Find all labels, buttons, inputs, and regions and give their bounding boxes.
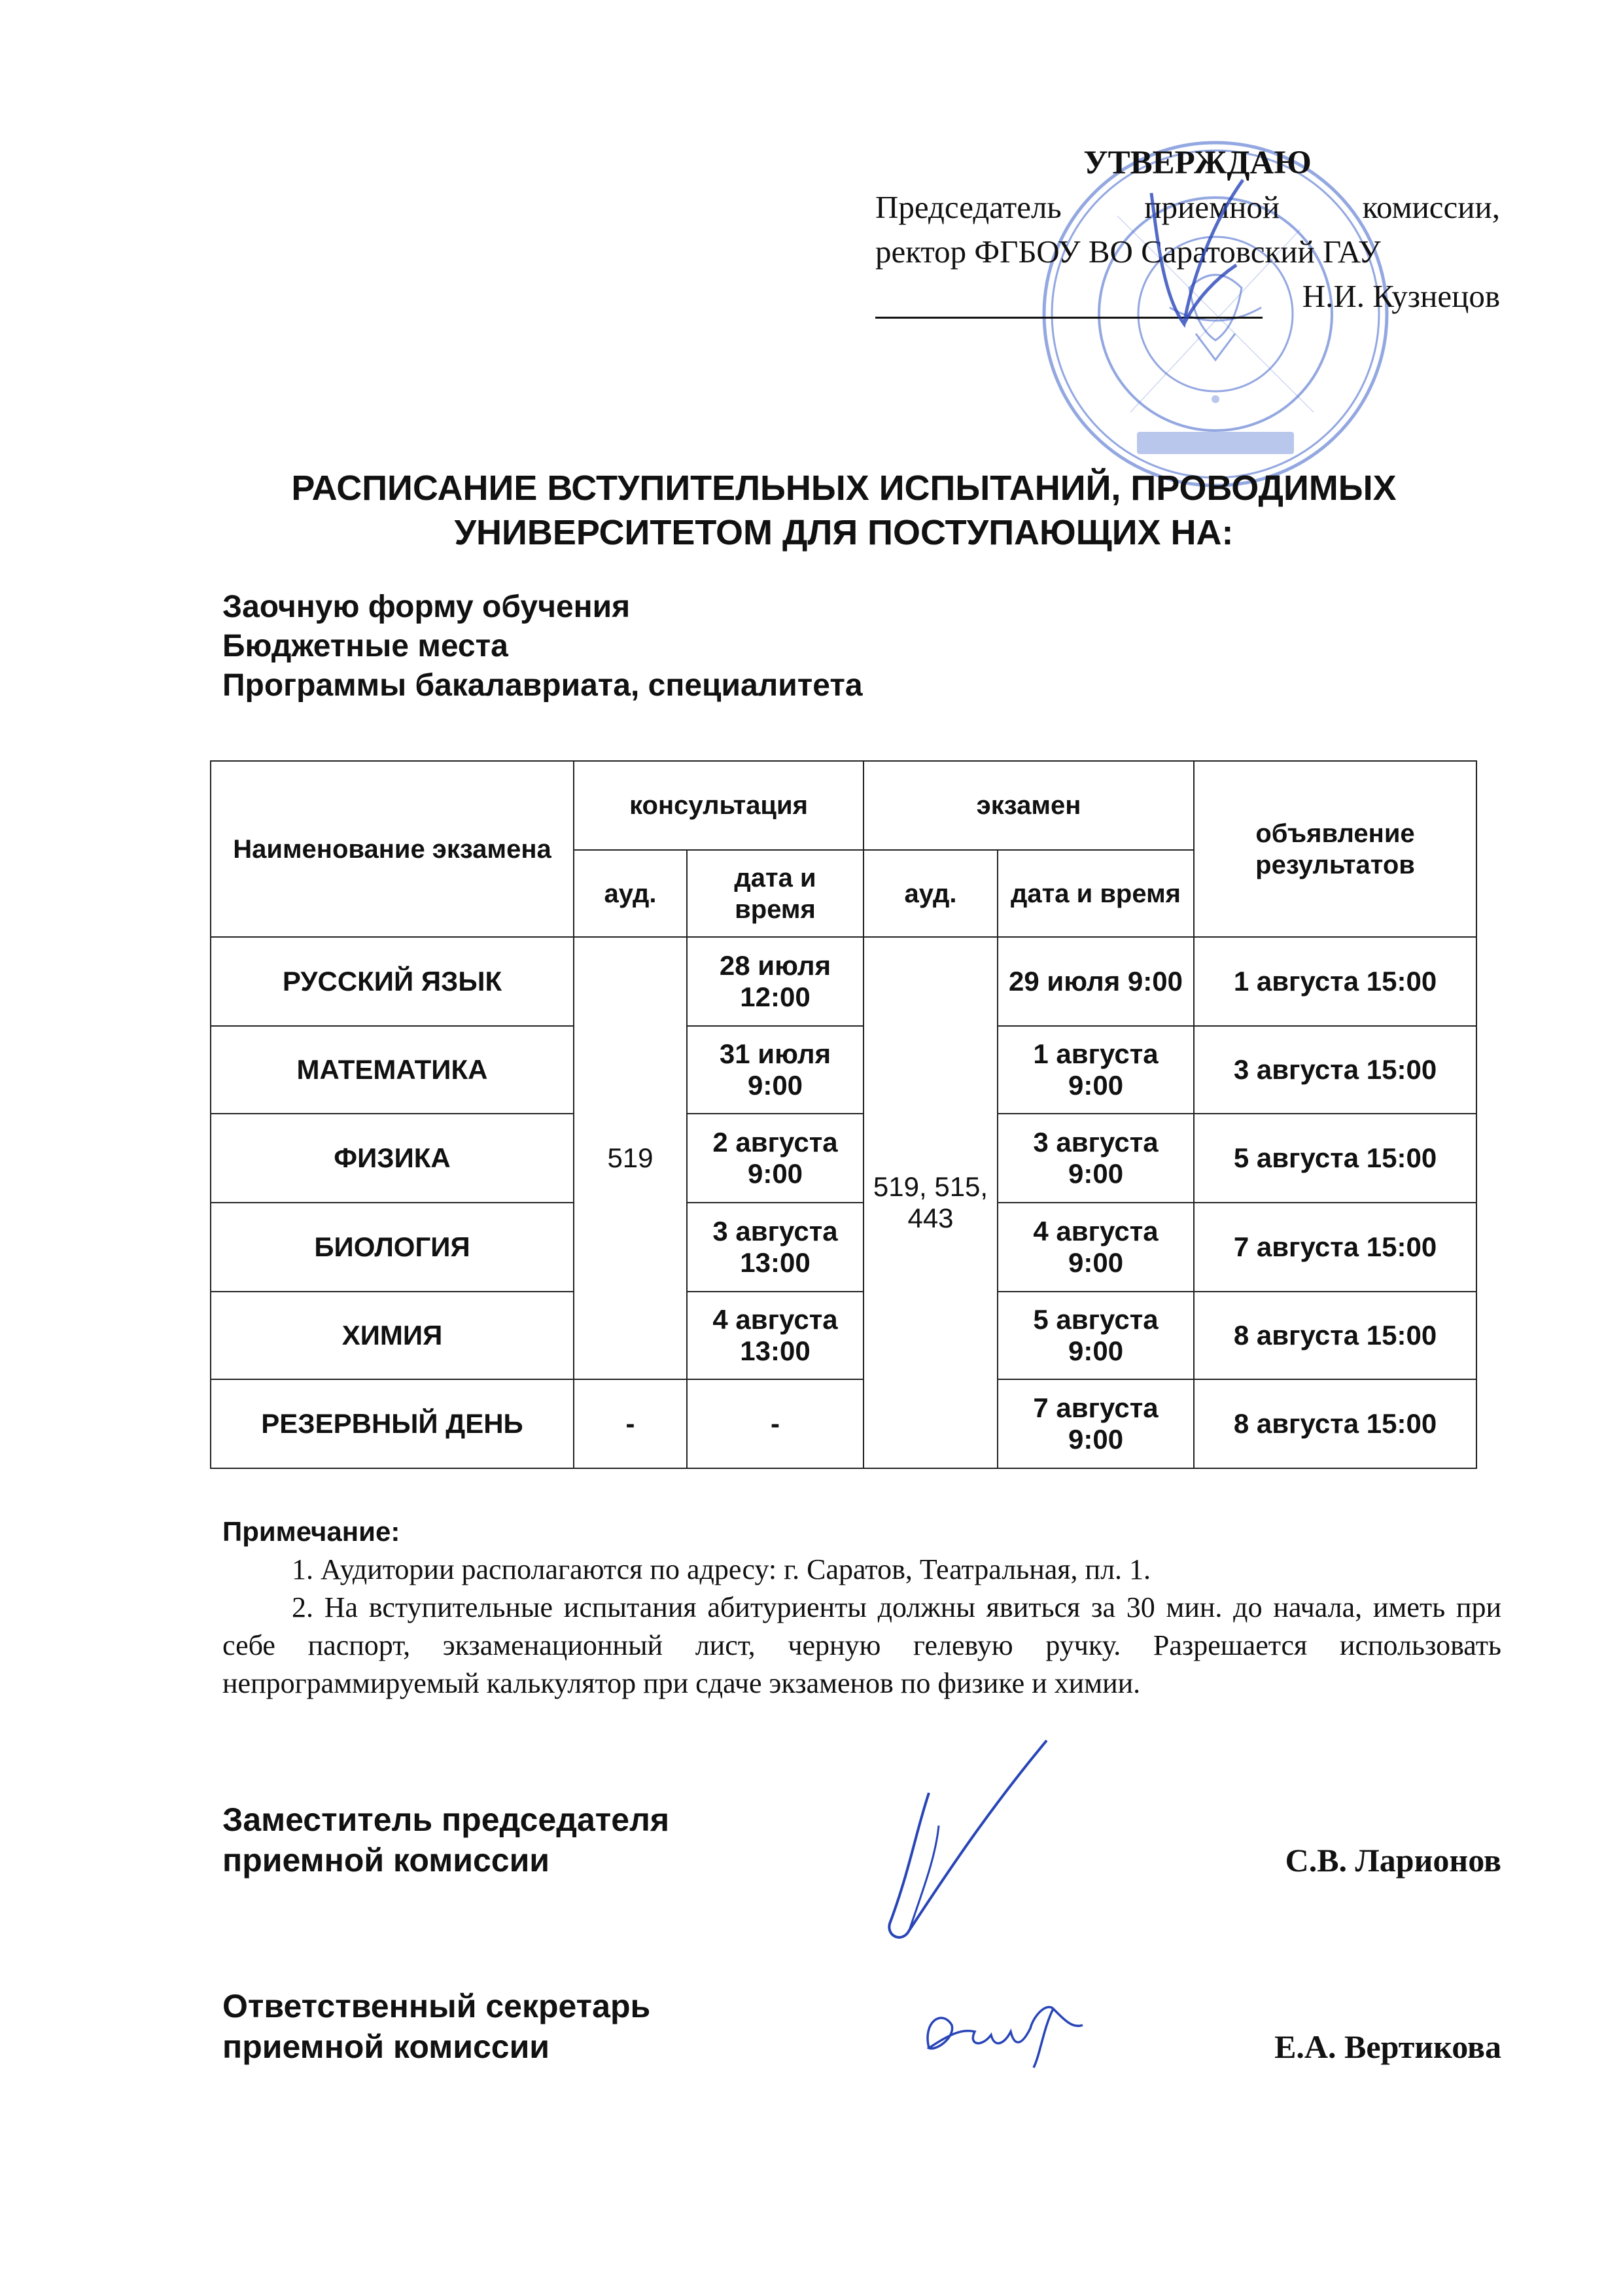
exam-name-cell: РЕЗЕРВНЫЙ ДЕНЬ	[211, 1379, 574, 1468]
table-row	[211, 937, 1476, 1026]
results-date-cell: 3 августа 15:00	[1194, 1026, 1476, 1114]
exam-date-cell: 4 августа 9:00	[998, 1203, 1194, 1292]
deputy-signature-icon	[864, 1727, 1060, 1963]
header-exam-name: Наименование экзамена	[211, 761, 574, 937]
exam-date-cell: 7 августа 9:00	[998, 1379, 1194, 1468]
header-exam-room: ауд.	[864, 850, 998, 937]
table-row	[211, 1026, 1476, 1114]
consultation-date-cell: 2 августа 9:00	[687, 1114, 864, 1203]
results-date-cell: 8 августа 15:00	[1194, 1292, 1476, 1379]
note-item: 1. Аудитории располагаются по адресу: г. Саратов, Театральная, пл. 1.	[292, 1553, 1151, 1585]
deputy-signature-block	[222, 1799, 1501, 1881]
consultation-date-cell: 4 августа 13:00	[687, 1292, 864, 1379]
exam-date-cell: 3 августа 9:00	[998, 1114, 1194, 1203]
document-title-line1: РАСПИСАНИЕ ВСТУПИТЕЛЬНЫХ ИСПЫТАНИЙ, ПРОВОДИМЫХ	[291, 468, 1397, 508]
deputy-name: С.В. Ларионов	[1285, 1842, 1501, 1879]
header-consultation-room: ауд.	[574, 850, 687, 937]
notes-title: Примечание:	[222, 1516, 400, 1547]
exam-name-cell: ФИЗИКА	[211, 1114, 574, 1203]
approval-title: УТВЕРЖДАЮ	[1083, 145, 1312, 181]
study-form: Заочную форму обучения	[222, 590, 631, 624]
secretary-name: Е.А. Вертикова	[1274, 2028, 1501, 2065]
table-row	[211, 1379, 1476, 1468]
approval-position: Председатель приемной комиссии,	[875, 189, 1500, 225]
deputy-role-line2: приемной комиссии	[222, 1842, 550, 1879]
exam-name-cell: БИОЛОГИЯ	[211, 1203, 574, 1292]
exam-room-cell: 519, 515, 443	[864, 937, 998, 1468]
table-row	[211, 1203, 1476, 1292]
consultation-date-cell: -	[687, 1379, 864, 1468]
secretary-signature-block	[222, 1986, 1501, 2067]
rector-signature-icon	[1112, 167, 1269, 337]
deputy-signature-row	[222, 1840, 1501, 1881]
approval-organization: ректор ФГБОУ ВО Саратовский ГАУ	[875, 234, 1381, 270]
document-title-line2: УНИВЕРСИТЕТОМ ДЛЯ ПОСТУПАЮЩИХ НА:	[454, 513, 1234, 552]
header-consultation-datetime: дата и время	[687, 850, 864, 937]
deputy-role-line1: Заместитель председателя	[222, 1801, 670, 1838]
document-title	[196, 466, 1492, 555]
exam-name-cell: РУССКИЙ ЯЗЫК	[211, 937, 574, 1026]
exam-date-cell: 1 августа 9:00	[998, 1026, 1194, 1114]
secretary-signature-icon	[916, 1989, 1086, 2074]
header-consultation: консультация	[574, 761, 864, 850]
secretary-role-line1: Ответственный секретарь	[222, 1988, 651, 2024]
consultation-room-cell: 519	[574, 937, 687, 1379]
header-exam-datetime: дата и время	[998, 850, 1194, 937]
results-date-cell: 1 августа 15:00	[1194, 937, 1476, 1026]
secretary-role-line2: приемной комиссии	[222, 2028, 550, 2065]
header-results: объявление результатов	[1194, 761, 1476, 937]
header-exam: экзамен	[864, 761, 1194, 850]
exam-name-cell: ХИМИЯ	[211, 1292, 574, 1379]
consultation-date-cell: 28 июля 12:00	[687, 937, 864, 1026]
results-date-cell: 5 августа 15:00	[1194, 1114, 1476, 1203]
secretary-signature-row	[222, 2026, 1501, 2067]
consultation-date-cell: 31 июля 9:00	[687, 1026, 864, 1114]
consultation-date-cell: 3 августа 13:00	[687, 1203, 864, 1292]
exam-name-cell: МАТЕМАТИКА	[211, 1026, 574, 1114]
results-date-cell: 8 августа 15:00	[1194, 1379, 1476, 1468]
table-row	[211, 1292, 1476, 1379]
exam-schedule-table	[210, 760, 1477, 1469]
note-item: 2. На вступительные испытания абитуриенты должны явиться за 30 мин. до начала, иметь при себе паспорт, экзаменационный лист, черную гелевую ручку. Разрешается использовать непрограммируемый калькулятор при сдаче экзаменов по физике и химии.	[222, 1591, 1501, 1699]
exam-date-cell: 5 августа 9:00	[998, 1292, 1194, 1379]
notes-section	[222, 1513, 1501, 1703]
approval-signer: Н.И. Кузнецов	[1302, 278, 1500, 314]
results-date-cell: 7 августа 15:00	[1194, 1203, 1476, 1292]
funding-type: Бюджетные места	[222, 629, 508, 663]
admission-parameters	[222, 588, 1465, 705]
exam-date-cell: 29 июля 9:00	[998, 937, 1194, 1026]
table-row	[211, 1114, 1476, 1203]
program-level: Программы бакалавриата, специалитета	[222, 668, 863, 703]
consultation-room-cell: -	[574, 1379, 687, 1468]
